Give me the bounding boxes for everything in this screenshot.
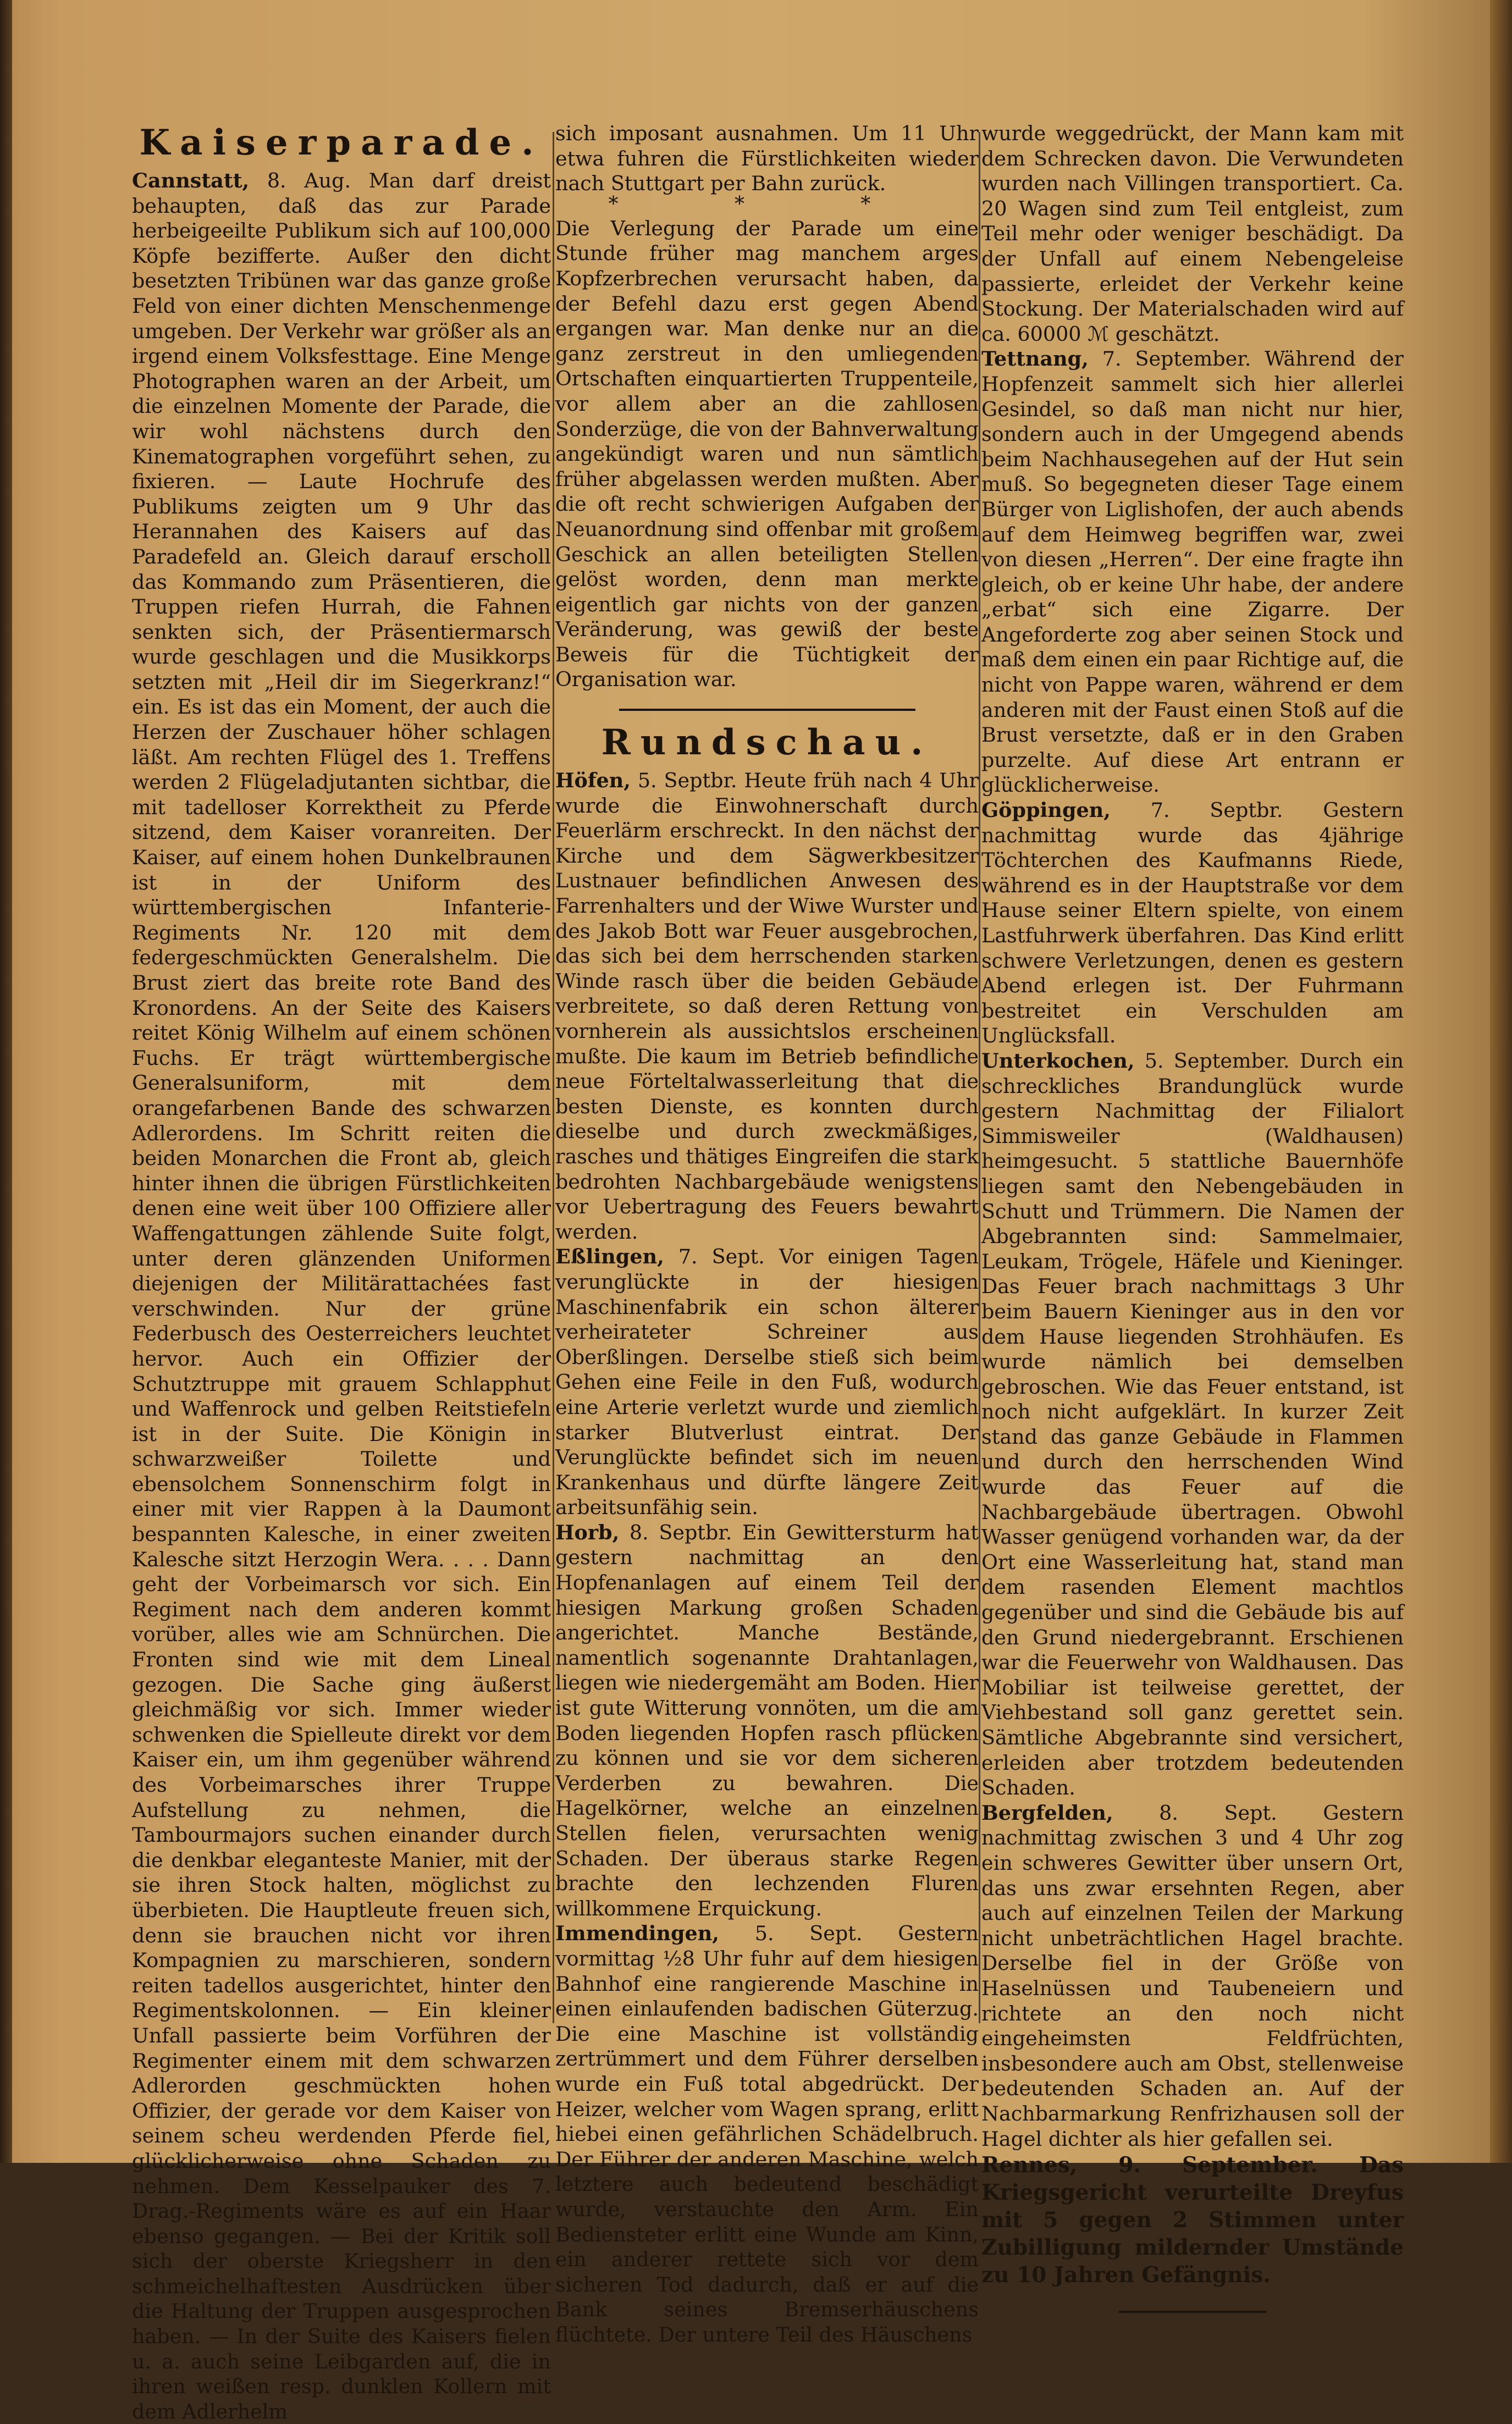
- article-cannstatt: [132, 168, 551, 2424]
- dateline-place: Göppingen,: [981, 798, 1111, 822]
- article-continuation: sich imposant ausnahmen. Um 11 Uhr etwa fuhren die Fürstlichkeiten wieder nach Stuttgart per Bahn zurück.: [555, 122, 979, 196]
- section-heading-kaiserparade: Kaiserparade.: [139, 122, 544, 163]
- dateline-place: Immendingen,: [555, 1921, 719, 1946]
- article-text: 5. September. Durch ein schreckliches Brandunglück wurde gestern Nachmittag der Filialort Simmisweiler (Waldhausen) heimgesucht. 5 stattliche Bauernhöfe liegen samt den Nebengebäuden in Schutt und Trümmern. Die Namen der Abgebrannten sind: Sammelmaier, Leukam, Trögele, Häfele und Kieninger. Das Feuer brach nachmittags 3 Uhr beim Bauern Kieninger aus in den vor dem Hause liegenden Strohhäufen. Es wurde nämlich bei demselben gebroschen. Wie das Feuer entstand, ist noch nicht aufgeklärt. In kurzer Zeit stand das ganze Gebäude in Flammen und durch den herrschenden Wind wurde das Feuer auf die Nachbargebäude übertragen. Obwohl Wasser genügend vorhanden war, da der Ort eine Wasserleitung hat, stand man dem rasenden Element machtlos gegenüber und sind die Gebäude bis auf den Grund niedergebrannt. Erschienen war die Feuerwehr von Waldhausen. Das Mobiliar ist teilweise gerettet, der Viehbestand soll ganz gerettet sein. Sämtliche Abgebrannte sind versichert, erleiden aber trotzdem bedeutenden Schaden.: [981, 1048, 1404, 1800]
- article-text: 5. Sept. Gestern vormittag ½8 Uhr fuhr auf dem hiesigen Bahnhof eine rangierende Maschine in einen einlaufenden badischen Güterzug. Die eine Maschine ist vollständig zertrümmert und dem Führer derselben wurde ein Fuß total abgedrückt. Der Heizer, welcher vom Wagen sprang, erlitt hiebei einen gefährlichen Schädelbruch. Der Führer der anderen Maschine, welch letztere auch bedeutend beschädigt wurde, verstauchte den Arm. Ein Bediensteter erlitt eine Wunde am Kinn, ein anderer rettete sich vor dem sicheren Tod dadurch, daß er auf die Bank seines Bremserhäuschens flüchtete. Der untere Teil des Häuschens: [555, 1921, 979, 2346]
- article-goeppingen: [981, 798, 1404, 1048]
- article-text: 8. Septbr. Ein Gewittersturm hat gestern nachmittag an den Hopfenanlagen auf einem Teil der hiesigen Markung großen Schaden angerichtet. Manche Bestände, namentlich sogenannte Drahtanlagen, liegen wie niedergemäht am Boden. Hier ist gute Witterung vonnöten, um die am Boden liegenden Hopfen rasch pflücken zu können und sie vor dem sicheren Verderben zu bewahren. Die Hagelkörner, welche an einzelnen Stellen fielen, verursachten wenig Schaden. Der überaus starke Regen brachte den lechzenden Fluren willkommene Erquickung.: [555, 1520, 979, 1920]
- dateline-place: Cannstatt,: [132, 169, 250, 192]
- column-divider: [553, 132, 554, 2023]
- closing-rule: [1119, 2311, 1267, 2313]
- dateline-place: Unterkochen,: [981, 1048, 1135, 1073]
- section-heading-rundschau: Rundschau.: [601, 722, 933, 764]
- dateline-place: Höfen,: [555, 769, 631, 793]
- article-continuation: wurde weggedrückt, der Mann kam mit dem Schrecken davon. Die Verwundeten wurden nach Villingen transportiert. Ca. 20 Wagen sind zum Teil entgleist, zum Teil mehr oder weniger beschädigt. Da der Unfall auf einem Nebengeleise passierte, erleidet der Verkehr keine Stockung. Der Materialschaden wird auf ca. 60000 ℳ geschätzt.: [981, 122, 1404, 346]
- dateline-place: Horb,: [555, 1520, 620, 1544]
- page-edge: [1490, 0, 1512, 2163]
- horizontal-rule: [619, 709, 915, 711]
- article-text: 8. Sept. Gestern nachmittag zwischen 3 und 4 Uhr zog ein schweres Gewitter über unsern Ort, das uns zwar ersehnten Regen, aber auch auf einzelnen Teilen der Markung nicht unbeträchtlichen Hagel brachte. Derselbe fiel in der Größe von Haselnüssen und Taubeneiern und richtete an den noch nicht eingeheimsten Feldfrüchten, insbesondere auch am Obst, stellenweise bedeutenden Schaden an. Auf der Nachbarmarkung Renfrizhausen soll der Hagel dichter als hier gefallen sei.: [981, 1801, 1404, 2151]
- article-unterkochen: [981, 1048, 1404, 1801]
- article-rennes: [981, 2151, 1404, 2289]
- article-text: 7. Septbr. Gestern nachmittag wurde das 4jährige Töchterchen des Kaufmanns Riede, während es in der Hauptstraße vor dem Hause seiner Eltern spielte, von einem Lastfuhrwerk überfahren. Das Kind erlitt schwere Verletzungen, denen es gestern Abend erlegen ist. Der Fuhrmann bestreitet ein Verschulden am Unglücksfall.: [981, 798, 1404, 1048]
- article-text: 5. Septbr. Heute früh nach 4 Uhr wurde die Einwohnerschaft durch Feuerlärm erschreckt. In den nächst der Kirche und dem Sägwerkbesitzer Lustnauer befindlichen Anwesen des Farrenhalters und der Wiwe Wurster und des Jakob Bott war Feuer ausgebrochen, das sich bei dem herrschenden starken Winde rasch über die beiden Gebäude verbreitete, so daß deren Rettung von vornherein als aussichtslos erscheinen mußte. Die kaum im Betrieb befindliche neue Förteltalwasserleitung that die besten Dienste, es konnten durch dieselbe und durch zweckmäßiges, rasches und thätiges Eingreifen die stark bedrohten Nachbargebäude wenigstens vor Uebertragung des Feuers bewahrt werden.: [555, 769, 979, 1244]
- dateline-place: Bergfelden,: [981, 1801, 1113, 1825]
- article-text: 7. September. Während der Hopfenzeit sammelt sich hier allerlei Gesindel, so daß man nicht nur hier, sondern auch in der Umgegend abends beim Nachhausegehen auf der Hut sein muß. So begegneten dieser Tage einem Bürger von Liglishofen, der auch abends auf dem Heimweg begriffen war, zwei von diesen „Herren“. Der eine fragte ihn gleich, ob er keine Uhr habe, der andere „erbat“ sich eine Zigarre. Der Angeforderte zog aber seinen Stock und maß dem einen ein paar Richtige auf, die nicht von Pappe waren, während er dem anderen mit der Faust einen Stoß auf die Brust versetzte, daß er in den Graben purzelte. Auf diese Art entrann er glücklicherweise.: [981, 347, 1404, 797]
- dateline-place: Tettnang,: [981, 347, 1089, 371]
- article-text: 8. Aug. Man darf dreist behaupten, daß das zur Parade herbeigeeilte Publikum sich auf 100,000 Köpfe bezifferte. Außer den dicht besetzten Tribünen war das ganze große Feld von einer dichten Menschenmenge umgeben. Der Verkehr war größer als an irgend einem Volksfesttage. Eine Menge Photographen waren an der Arbeit, um die einzelnen Momente der Parade, die wir wohl nächstens durch den Kinematographen vorgeführt sehen, zu fixieren. — Laute Hochrufe des Publikums zeigten um 9 Uhr das Herannahen des Kaisers auf das Paradefeld an. Gleich darauf erscholl das Kommando zum Präsentieren, die Truppen riefen Hurrah, die Fahnen senkten sich, der Präsentiermarsch wurde geschlagen und die Musikkorps setzten mit „Heil dir im Siegerkranz!“ ein. Es ist das ein Moment, der auch die Herzen der Zuschauer höher schlagen läßt. Am rechten Flügel des 1. Treffens werden 2 Flügeladjutanten sichtbar, die mit tadelloser Korrektheit zu Pferde sitzend, dem Kaiser voranreiten. Der Kaiser, auf einem hohen Dunkelbraunen ist in der Uniform des württembergischen Infanterie-Regiments Nr. 120 mit dem federgeschmückten Generalshelm. Die Brust ziert das breite rote Band des Kronordens. An der Seite des Kaisers reitet König Wilhelm auf einem schönen Fuchs. Er trägt württembergische Generalsuniform, mit dem orangefarbenen Bande des schwarzen Adlerordens. Im Schritt reiten die beiden Monarchen die Front ab, gleich hinter ihnen die übrigen Fürstlichkeiten denen eine weit über 100 Offiziere aller Waffengattungen zählende Suite folgt, unter deren glänzenden Uniformen diejenigen der Militärattachées fast verschwinden. Nur der grüne Federbusch des Oesterreichers leuchtet hervor. Auch ein Offizier der Schutztruppe mit grauem Schlapphut und Waffenrock und gelben Reitstiefeln ist in der Suite. Die Königin in schwarzweißer Toilette und ebensolchem Sonnenschirm folgt in einer mit vier Rappen à la Daumont bespannten Kalesche, in einer zweiten Kalesche sitzt Herzogin Wera. . . . Dann geht der Vorbeimarsch vor sich. Ein Regiment nach dem anderen kommt vorüber, alles wie am Schnürchen. Die Fronten sind wie mit dem Lineal gezogen. Die Sache ging äußerst gleichmäßig vor sich. Immer wieder schwenken die Spielleute direkt vor dem Kaiser ein, um ihm gegenüber während des Vorbeimarsches ihrer Truppe Aufstellung zu nehmen, die Tambourmajors suchen einander durch die denkbar eleganteste Manier, mit der sie ihren Stock halten, möglichst zu überbieten. Die Hauptleute freuen sich, denn sie brauchen nicht vor ihren Kompagnien zu marschieren, sondern reiten tadellos ausgerichtet, hinter den Regimentskolonnen. — Ein kleiner Unfall passierte beim Vorführen der Regimenter einem mit dem schwarzen Adlerorden geschmückten hohen Offizier, der gerade vor dem Kaiser von seinem scheu werdenden Pferde fiel, glücklicherweise ohne Schaden zu nehmen. Dem Kesselpauker des 7. Drag.-Regiments wäre es auf ein Haar ebenso gegangen. — Bei der Kritik soll sich der oberste Kriegsherr in den schmeichelhaftesten Ausdrücken über die Haltung der Truppen ausgesprochen haben. — In der Suite des Kaisers fielen u. a. auch seine Leibgarden auf, die in ihren weißen resp. dunklen Kollern mit dem Adlerhelm: [132, 169, 551, 2423]
- article-hoefen: [555, 768, 979, 1244]
- dateline-place: Eßlingen,: [555, 1245, 664, 1269]
- column-divider: [979, 132, 980, 2023]
- article-tettnang: [981, 346, 1404, 798]
- article-parade-note: Die Verlegung der Parade um eine Stunde früher mag manchem arges Kopfzerbrechen verursacht haben, da der Befehl dazu erst gegen Abend ergangen war. Man denke nur an die ganz zerstreut in den umliegenden Ortschaften einquartierten Truppenteile, vor allem aber an die zahllosen Sonderzüge, die von der Bahnverwaltung angekündigt waren und nun sämtlich früher abgelassen werden mußten. Aber die oft recht schwierigen Aufgaben der Neuanordnung sind offenbar mit großem Geschick an allen beteiligten Stellen gelöst worden, denn man merkte eigentlich gar nichts von der ganzen Veränderung, was gewiß der beste Beweis für die Tüchtigkeit der Organisation war.: [555, 216, 979, 692]
- column-1: [132, 121, 551, 2423]
- article-text: 9. September. Das Kriegsgericht verurteilte Dreyfus mit 5 gegen 2 Stimmen unter Zubilligung mildernder Umstände zu 10 Jahren Gefängnis.: [981, 2152, 1404, 2288]
- article-immendingen: [555, 1921, 979, 2347]
- article-bergfelden: [981, 1801, 1404, 2151]
- column-2: [555, 121, 979, 2346]
- column-3: [981, 121, 1404, 2288]
- section-separator-stars: * * *: [608, 192, 926, 216]
- article-esslingen: [555, 1244, 979, 1520]
- dateline-place: Rennes,: [981, 2152, 1078, 2178]
- article-text: 7. Sept. Vor einigen Tagen verunglückte in der hiesigen Maschinenfabrik ein schon älterer verheirateter Schreiner aus Oberßlingen. Derselbe stieß sich beim Gehen eine Feile in den Fuß, wodurch eine Arterie verletzt wurde und ziemlich starker Blutverlust eintrat. Der Verunglückte befindet sich im neuen Krankenhaus und dürfte längere Zeit arbeitsunfähig sein.: [555, 1245, 979, 1520]
- binding-spine: [0, 0, 12, 2163]
- article-horb: [555, 1520, 979, 1921]
